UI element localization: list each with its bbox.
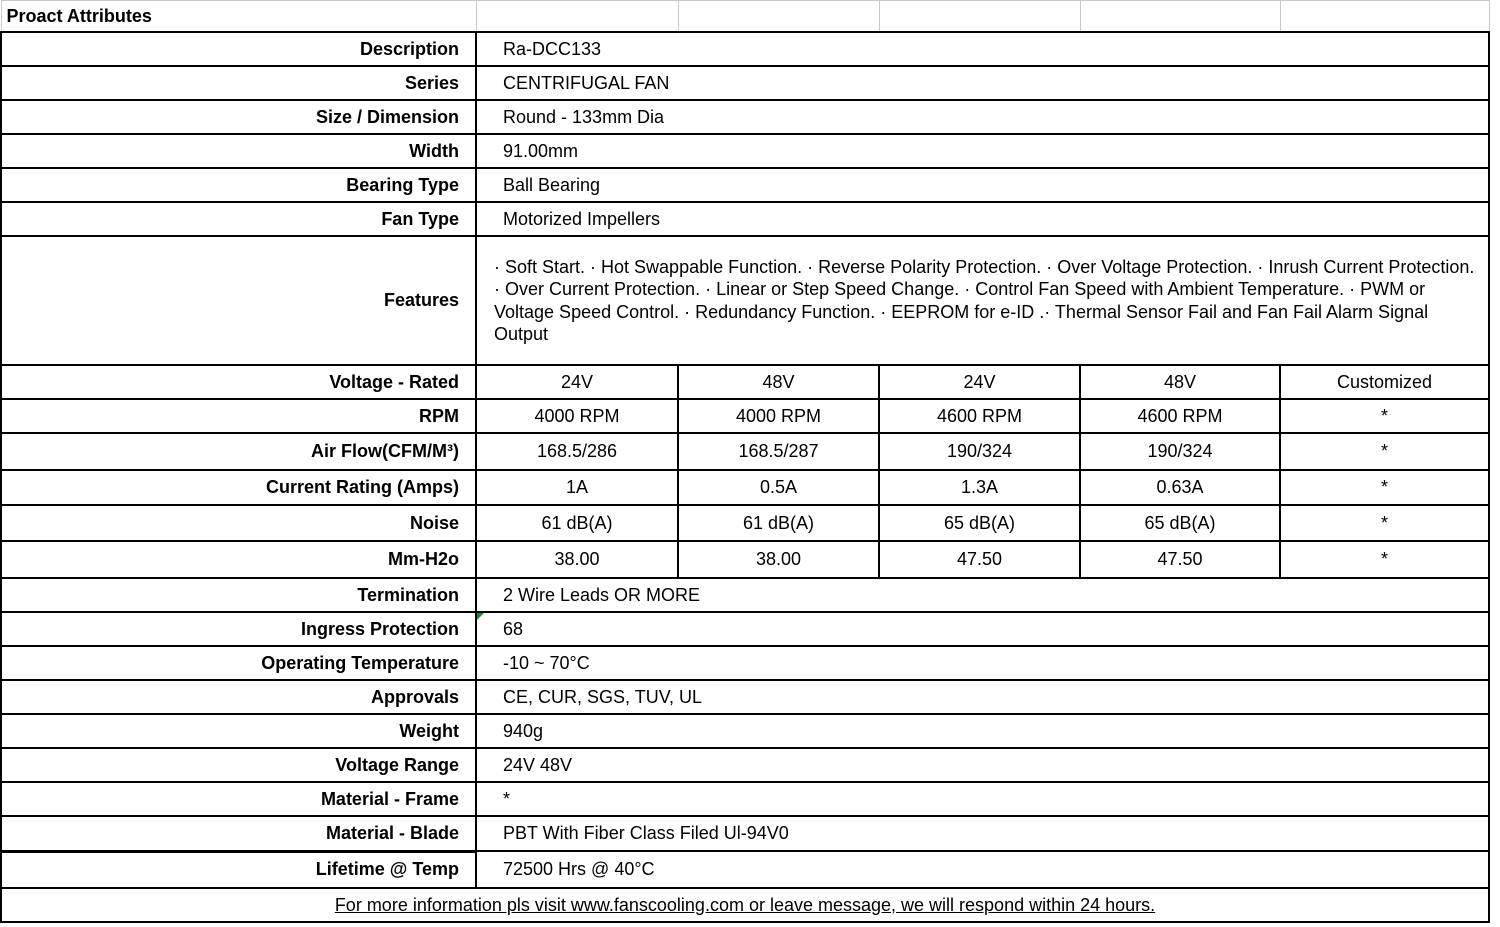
spec-label: Description: [1, 32, 476, 66]
matrix-cell: 61 dB(A): [476, 505, 678, 541]
matrix-row: [1, 470, 1489, 505]
spec-value: *: [476, 782, 1489, 816]
matrix-label: Mm-H2o: [1, 541, 476, 578]
footer-row: [1, 888, 1489, 922]
matrix-cell: *: [1280, 541, 1489, 578]
features-row: [1, 236, 1489, 365]
spec-value: Motorized Impellers: [476, 202, 1489, 236]
spec-label: Size / Dimension: [1, 100, 476, 134]
matrix-row: [1, 433, 1489, 470]
spec-label: Weight: [1, 714, 476, 748]
matrix-label: Voltage - Rated: [1, 365, 476, 399]
spec-value: 2 Wire Leads OR MORE: [476, 578, 1489, 612]
spec-value: 91.00mm: [476, 134, 1489, 168]
matrix-cell: 190/324: [1080, 433, 1280, 470]
spec-value: 68: [476, 612, 1489, 646]
spec-row: [1, 782, 1489, 816]
spec-value: PBT With Fiber Class Filed Ul-94V0: [476, 816, 1489, 851]
spec-value: CE, CUR, SGS, TUV, UL: [476, 680, 1489, 714]
footer-link[interactable]: For more information pls visit www.fanscooling.com or leave message, we will respond within 24 hours.: [1, 888, 1489, 922]
table-title-row: [1, 1, 1489, 33]
spec-label: Lifetime @ Temp: [1, 851, 476, 888]
matrix-cell: 65 dB(A): [879, 505, 1080, 541]
spec-value: 24V 48V: [476, 748, 1489, 782]
spec-row: [1, 748, 1489, 782]
matrix-row: [1, 365, 1489, 399]
matrix-label: Air Flow(CFM/M³): [1, 433, 476, 470]
spec-row: [1, 680, 1489, 714]
matrix-cell: 38.00: [476, 541, 678, 578]
matrix-cell: *: [1280, 470, 1489, 505]
matrix-label: RPM: [1, 399, 476, 433]
spec-value: Ball Bearing: [476, 168, 1489, 202]
spec-label: Bearing Type: [1, 168, 476, 202]
matrix-cell: 48V: [1080, 365, 1280, 399]
matrix-label: Current Rating (Amps): [1, 470, 476, 505]
matrix-cell: *: [1280, 505, 1489, 541]
matrix-cell: 0.63A: [1080, 470, 1280, 505]
spec-row: [1, 202, 1489, 236]
spec-label: Fan Type: [1, 202, 476, 236]
spec-label: Material - Blade: [1, 816, 476, 851]
spec-row: [1, 100, 1489, 134]
matrix-cell: 0.5A: [678, 470, 879, 505]
matrix-cell: *: [1280, 433, 1489, 470]
spec-value: CENTRIFUGAL FAN: [476, 66, 1489, 100]
spec-label: Termination: [1, 578, 476, 612]
matrix-cell: Customized: [1280, 365, 1489, 399]
matrix-cell: 65 dB(A): [1080, 505, 1280, 541]
matrix-cell: 4600 RPM: [1080, 399, 1280, 433]
spec-value: 72500 Hrs @ 40°C: [476, 851, 1489, 888]
matrix-cell: 4000 RPM: [678, 399, 879, 433]
matrix-cell: 168.5/287: [678, 433, 879, 470]
spec-row: [1, 168, 1489, 202]
spec-label: Series: [1, 66, 476, 100]
matrix-cell: 47.50: [1080, 541, 1280, 578]
spec-row: [1, 134, 1489, 168]
matrix-cell: 47.50: [879, 541, 1080, 578]
matrix-row: [1, 505, 1489, 541]
spec-row: [1, 612, 1489, 646]
features-value: · Soft Start. · Hot Swappable Function. · Reverse Polarity Protection. · Over Voltage Protection. · Inrush Current Protection. · Over Current Protection. · Linear or Step Speed Change. · Control Fan Speed with Ambient Temperature. · PWM or Voltage Speed Control. · Redundancy Function. · EEPROM for e-ID .· Thermal Sensor Fail and Fan Fail Alarm Signal Output: [476, 236, 1489, 365]
spec-value: Ra-DCC133: [476, 32, 1489, 66]
spec-row: [1, 32, 1489, 66]
spec-label: Material - Frame: [1, 782, 476, 816]
spec-value: Round - 133mm Dia: [476, 100, 1489, 134]
matrix-cell: 48V: [678, 365, 879, 399]
spec-value: 940g: [476, 714, 1489, 748]
spec-label: Ingress Protection: [1, 612, 476, 646]
matrix-row: [1, 541, 1489, 578]
spec-value: -10 ~ 70°C: [476, 646, 1489, 680]
spec-label: Voltage Range: [1, 748, 476, 782]
matrix-cell: 168.5/286: [476, 433, 678, 470]
spec-row: [1, 816, 1489, 851]
spec-label: Operating Temperature: [1, 646, 476, 680]
table-title: Proact Attributes: [1, 1, 476, 33]
spec-row: [1, 646, 1489, 680]
spec-row: [1, 714, 1489, 748]
spec-row: [1, 66, 1489, 100]
matrix-cell: 61 dB(A): [678, 505, 879, 541]
matrix-cell: 190/324: [879, 433, 1080, 470]
matrix-cell: 1.3A: [879, 470, 1080, 505]
matrix-cell: 4600 RPM: [879, 399, 1080, 433]
matrix-row: [1, 399, 1489, 433]
matrix-cell: 1A: [476, 470, 678, 505]
spec-label: Approvals: [1, 680, 476, 714]
matrix-cell: *: [1280, 399, 1489, 433]
spec-label: Width: [1, 134, 476, 168]
spec-row: [1, 851, 1489, 888]
matrix-cell: 24V: [476, 365, 678, 399]
features-label: Features: [1, 236, 476, 365]
matrix-cell: 38.00: [678, 541, 879, 578]
spec-row: [1, 578, 1489, 612]
matrix-label: Noise: [1, 505, 476, 541]
matrix-cell: 24V: [879, 365, 1080, 399]
matrix-cell: 4000 RPM: [476, 399, 678, 433]
